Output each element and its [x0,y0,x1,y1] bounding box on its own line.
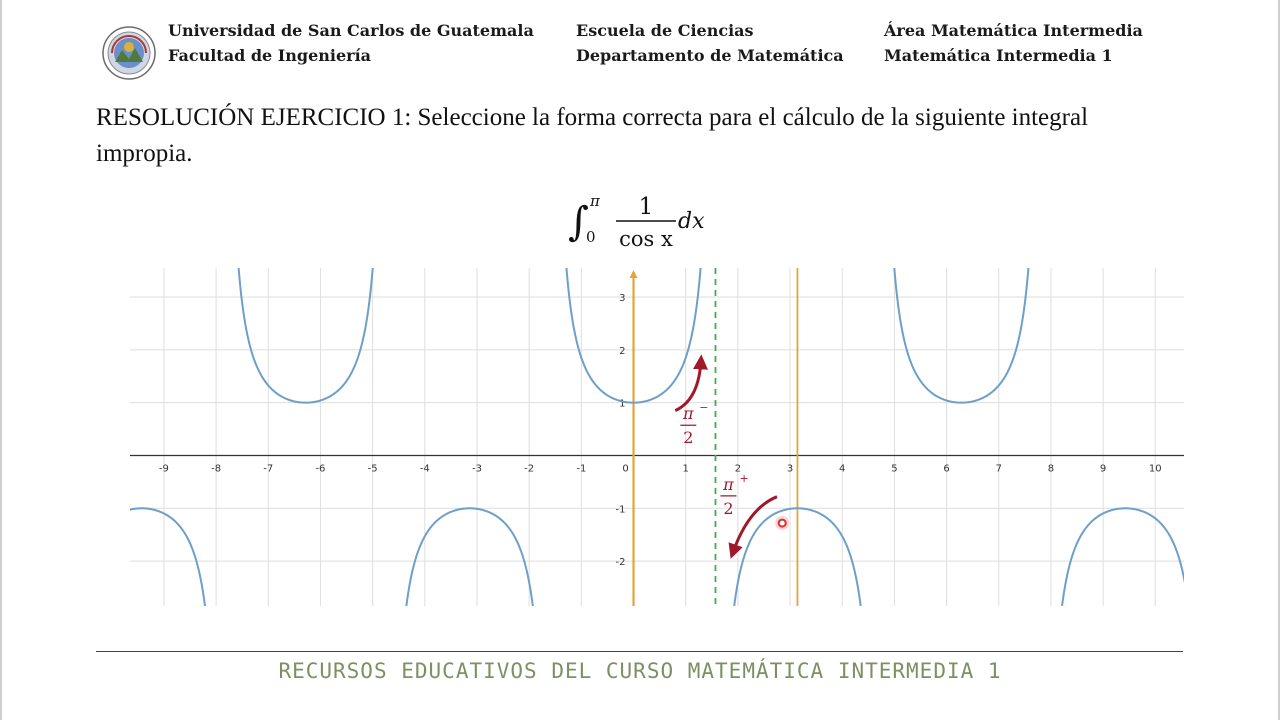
area-name: Área Matemática Intermedia [884,21,1143,40]
limit-annotations [675,360,789,553]
x-tick-label: 4 [839,463,846,475]
x-tick-label: -2 [524,463,535,475]
x-tick-label: -1 [576,463,587,475]
left-limit-label-denominator: 2 [683,428,694,448]
exercise-statement: RESOLUCIÓN EJERCICIO 1: Seleccione la forma correcta para el cálculo de la siguiente integral impropia. [96,104,1089,167]
department-name: Departamento de Matemática [576,46,844,65]
x-tick-label: -5 [367,463,378,475]
integral-differential: dx [678,209,705,234]
y-tick-label: -1 [615,504,626,516]
university-name: Universidad de San Carlos de Guatemala [168,21,534,40]
secant-branch [397,508,543,606]
left-limit-label-sign: − [699,401,709,415]
x-tick-label: -7 [263,463,274,475]
integral-sign: ∫ [568,199,589,245]
x-tick-label: 8 [1047,463,1055,475]
x-tick-label: 0 [622,463,629,475]
course-name: Matemática Intermedia 1 [884,46,1113,65]
fraction-numerator: 1 [638,194,654,220]
x-tick-label: 1 [682,463,689,475]
page-border-left [0,0,2,720]
right-limit-label-denominator: 2 [723,498,734,518]
fraction-denominator: cos x [619,227,673,251]
y-tick-label: 2 [619,345,626,357]
secant-graph [130,268,1184,606]
header-course [884,18,1143,68]
secant-branch [233,268,379,403]
x-tick-label: -3 [471,463,482,475]
integral-formula [566,186,726,256]
integral-lower-limit: 0 [586,228,596,246]
y-tick-label: -2 [615,557,626,569]
y-tick-label: 3 [619,293,626,305]
faculty-name: Facultad de Ingeniería [168,46,372,65]
right-limit-label [720,472,748,518]
x-tick-label: 10 [1148,463,1162,475]
school-name: Escuela de Ciencias [576,21,754,40]
integral-upper-limit: π [590,192,600,210]
left-limit-label-pi: π [683,404,694,424]
function-curve [130,268,1184,606]
secant-branch [130,508,215,606]
right-limit-label-sign: + [739,471,749,485]
x-tick-label: 3 [786,463,794,475]
footer-text: RECURSOS EDUCATIVOS DEL CURSO MATEMÁTICA INTERMEDIA 1 [278,659,1002,683]
x-tick-label: -4 [419,463,430,475]
x-tick-label: -8 [211,463,222,475]
x-tick-label: 2 [734,463,742,475]
secant-branch [888,268,1034,403]
integration-limits [630,268,798,606]
x-tick-label: -6 [315,463,326,475]
left-limit-label [680,401,708,447]
y-axis-arrow [630,270,638,278]
header-institution [168,18,534,68]
cursor-dot [779,520,786,527]
x-tick-label: 5 [891,463,898,475]
right-limit-arrow [733,497,777,554]
y-tick-label: 1 [619,398,626,410]
x-tick-label: -9 [158,463,169,475]
x-tick-label: 9 [1099,463,1107,475]
header-school [576,18,844,68]
x-tick-label: 6 [943,463,950,475]
secant-branch [1052,508,1184,606]
grid [130,268,1184,606]
right-limit-label-pi: π [723,474,734,494]
x-tick-label: 7 [995,463,1002,475]
footer-divider [96,651,1183,652]
university-seal-logo [102,26,156,80]
tick-labels [159,293,1162,568]
